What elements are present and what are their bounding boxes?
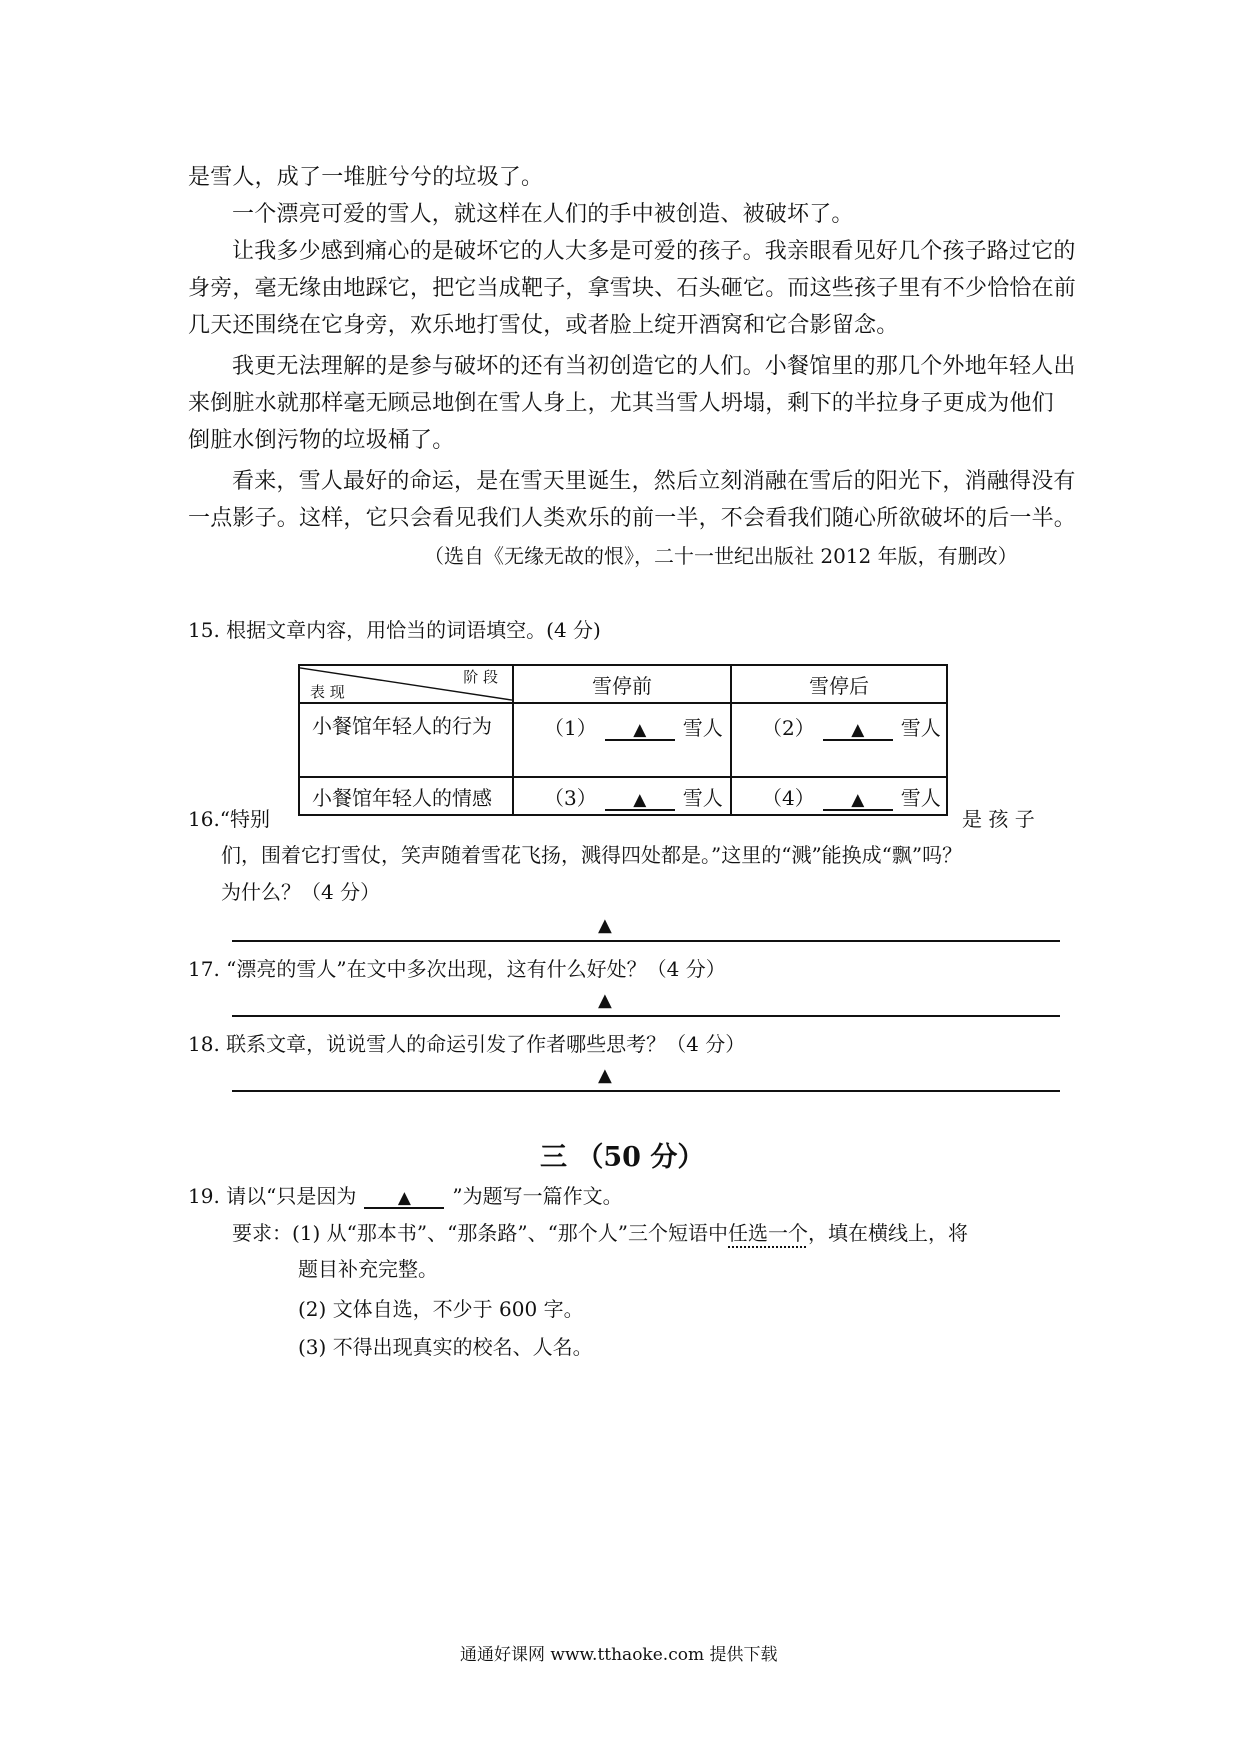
row-behavior-label [299,703,513,777]
question-16-end: 是 孩 子 [962,807,1035,831]
passage-line: 我更无法理解的是参与破坏的还有当初创造它的人们。小餐馆里的那几个外地年轻人出 [232,354,1076,379]
answer-mark: ▲ [598,990,612,1011]
question-19-prefix: 19. 请以“只是因为 [188,1184,357,1208]
question-17: 17. “漂亮的雪人”在文中多次出现，这有什么好处？（4 分） [188,957,726,981]
answer-blank[interactable]: ▲ [605,791,675,811]
row-label: 小餐馆年轻人的行为 [312,714,492,738]
title-blank[interactable]: ▲ [364,1189,444,1209]
table-header-performance: 表 现 [310,683,345,701]
req-text: ，填在横线上，将 [808,1221,969,1245]
answer-cell-1[interactable] [513,703,731,777]
req-text: 要求：(1) 从“那本书”、“那条路”、“那个人”三个短语中 [232,1221,729,1245]
emphasis-text: 任选一个 [728,1221,809,1245]
answer-cell-4[interactable] [731,777,947,815]
col-before-label: 雪停前 [592,673,652,698]
passage-line: 一点影子。这样，它只会看见我们人类欢乐的前一半，不会看我们随心所欲破坏的后一半。 [188,506,1077,531]
question-16-line: 们，围着它打雪仗，笑声随着雪花飞扬，溅得四处都是。”这里的“溅”能换成“飘”吗？ [221,843,963,867]
passage-line: 是雪人，成了一堆脏兮兮的垃圾了。 [188,165,544,190]
answer-line[interactable] [232,1015,1060,1017]
requirement-1 [232,1217,968,1246]
requirement-1-cont: 题目补充完整。 [298,1257,438,1281]
blank-number: （4） [762,785,815,810]
answer-blank[interactable]: ▲ [823,721,893,741]
blank-suffix: 雪人 [900,716,941,740]
answer-mark: ▲ [598,915,612,936]
requirement-2: (2) 文体自选，不少于 600 字。 [298,1297,584,1321]
table-header-diagonal [299,665,513,703]
question-19-suffix: ”为题写一篇作文。 [452,1184,623,1208]
passage-source: （选自《无缘无故的恨》，二十一世纪出版社 2012 年版，有删改） [424,544,1018,568]
blank-suffix: 雪人 [682,785,723,810]
blank-number: （2） [762,716,815,740]
question-16-start: 16.“特别 [188,807,271,831]
passage-line: 倒脏水倒污物的垃圾桶了。 [188,428,455,453]
passage-line: 一个漂亮可爱的雪人，就这样在人们的手中被创造、被破坏了。 [232,202,854,227]
table-col-before [513,665,731,703]
answer-cell-3[interactable] [513,777,731,815]
section-title: 三 （50 分） [540,1142,705,1173]
table-header-stage: 阶 段 [463,668,498,686]
answer-blank[interactable]: ▲ [823,791,893,811]
passage-line: 几天还围绕在它身旁，欢乐地打雪仗，或者脸上绽开酒窝和它合影留念。 [188,313,899,338]
table-col-after [731,665,947,703]
question-19 [188,1180,623,1209]
answer-mark: ▲ [598,1065,612,1086]
answer-line[interactable] [232,1090,1060,1092]
question-18: 18. 联系文章，说说雪人的命运引发了作者哪些思考？（4 分） [188,1032,746,1056]
blank-suffix: 雪人 [682,716,723,740]
row-label: 小餐馆年轻人的情感 [312,785,492,810]
question-15: 15. 根据文章内容，用恰当的词语填空。(4 分) [188,618,601,642]
row-emotion-label [299,777,513,815]
question-16-line: 为什么？（4 分） [221,880,381,904]
col-after-label: 雪停后 [809,673,869,698]
blank-number: （3） [544,785,597,810]
footer-text: 通通好课网 www.tthaoke.com 提供下载 [460,1645,778,1665]
fill-in-table [298,664,948,816]
passage-line: 身旁，毫无缘由地踩它，把它当成靶子，拿雪块、石头砸它。而这些孩子里有不少恰恰在前 [188,276,1077,301]
blank-number: （1） [544,716,597,740]
passage-line: 看来，雪人最好的命运，是在雪天里诞生，然后立刻消融在雪后的阳光下，消融得没有 [232,469,1076,494]
blank-suffix: 雪人 [900,785,941,810]
answer-blank[interactable]: ▲ [605,721,675,741]
requirement-3: (3) 不得出现真实的校名、人名。 [298,1335,593,1359]
passage-line: 来倒脏水就那样毫无顾忌地倒在雪人身上，尤其当雪人坍塌，剩下的半拉身子更成为他们 [188,391,1054,416]
passage-line: 让我多少感到痛心的是破坏它的人大多是可爱的孩子。我亲眼看见好几个孩子路过它的 [232,239,1076,264]
answer-cell-2[interactable] [731,703,947,777]
answer-line[interactable] [232,940,1060,942]
